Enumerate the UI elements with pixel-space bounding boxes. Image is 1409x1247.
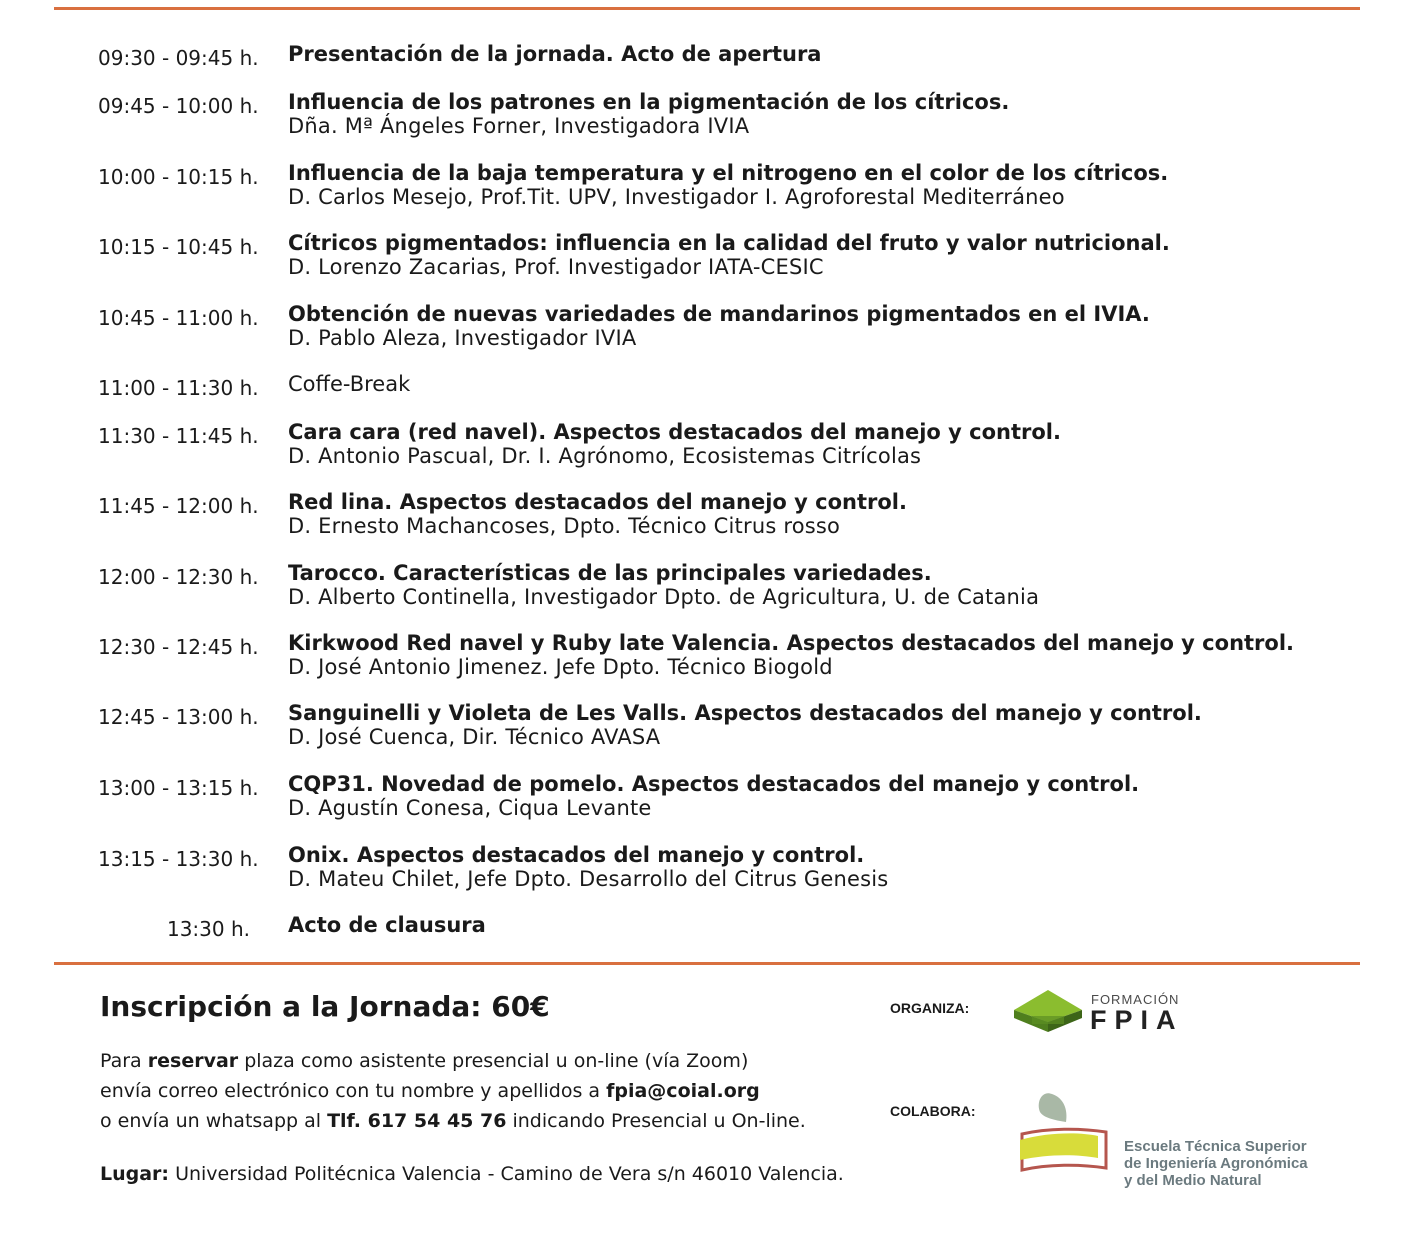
venue-line [100,1162,844,1186]
agenda-time: 11:00 - 11:30 h. [98,376,259,400]
agenda-speaker: D. Carlos Mesejo, Prof.Tit. UPV, Investigador I. Agroforestal Mediterráneo [288,185,1065,209]
agenda-speaker: D. Antonio Pascual, Dr. I. Agrónomo, Ecosistemas Citrícolas [288,444,922,468]
agenda-title: CQP31. Novedad de pomelo. Aspectos destacados del manejo y control. [288,772,1140,796]
text-segment: indicando Presencial u On-line. [506,1110,806,1132]
fpia-logo-small-text: FORMACIÓN [1091,992,1180,1007]
agenda-title: Acto de clausura [288,913,486,937]
agenda-speaker: D. Ernesto Machancoses, Dpto. Técnico Citrus rosso [288,514,841,538]
registration-line-2 [100,1079,760,1103]
agenda-time: 09:30 - 09:45 h. [98,46,259,70]
agenda-speaker: Dña. Mª Ángeles Forner, Investigadora IVIA [288,114,750,138]
agenda-time: 09:45 - 10:00 h. [98,94,259,118]
venue-label: Lugar: [100,1163,170,1185]
agenda-time: 13:30 h. [166,917,250,941]
agenda-time: 10:45 - 11:00 h. [98,306,259,330]
agenda-speaker: D. Pablo Aleza, Investigador IVIA [288,326,637,350]
agenda-title: Presentación de la jornada. Acto de apertura [288,42,822,66]
agenda-time: 10:00 - 10:15 h. [98,165,259,189]
agenda-title: Cítricos pigmentados: influencia en la calidad del fruto y valor nutricional. [288,231,1170,255]
agenda-speaker: D. Agustín Conesa, Ciqua Levante [288,796,652,820]
text-segment-bold: reservar [147,1050,239,1072]
agenda-title: Influencia de los patrones en la pigmentación de los cítricos. [288,90,1010,114]
email-link[interactable]: fpia@coial.org [606,1080,760,1102]
agenda-time: 13:15 - 13:30 h. [98,847,259,871]
agenda-title: Kirkwood Red navel y Ruby late Valencia. Aspectos destacados del manejo y control. [288,631,1295,655]
agenda-time: 12:30 - 12:45 h. [98,635,259,659]
registration-title: Inscripción a la Jornada: 60€ [100,990,550,1023]
organiza-label: ORGANIZA: [890,1000,970,1016]
agenda-time: 10:15 - 10:45 h. [98,235,259,259]
agenda-title: Sanguinelli y Violeta de Les Valls. Aspectos destacados del manejo y control. [288,701,1202,725]
agenda-title: Cara cara (red navel). Aspectos destacados del manejo y control. [288,420,1061,444]
agenda-title: Obtención de nuevas variedades de mandarinos pigmentados en el IVIA. [288,302,1150,326]
etsi-name-line-3: y del Medio Natural [1124,1172,1262,1189]
agenda-title: Coffe-Break [288,372,411,396]
text-segment: envía correo electrónico con tu nombre y apellidos a [100,1080,607,1102]
fpia-logo-icon [1012,986,1084,1038]
agenda-time: 13:00 - 13:15 h. [98,776,259,800]
agenda-speaker: D. José Cuenca, Dir. Técnico AVASA [288,725,661,749]
agenda-speaker: D. Alberto Continella, Investigador Dpto. de Agricultura, U. de Catania [288,585,1040,609]
top-divider [54,7,1360,10]
agenda-speaker: D. Mateu Chilet, Jefe Dpto. Desarrollo del Citrus Genesis [288,867,889,891]
etsi-name-line-2: de Ingeniería Agronómica [1124,1155,1308,1172]
text-segment: Para [100,1050,148,1072]
agenda-time: 12:45 - 13:00 h. [98,705,259,729]
agenda-title: Red lina. Aspectos destacados del manejo y control. [288,490,907,514]
agenda-time: 11:45 - 12:00 h. [98,494,259,518]
agenda-speaker: D. Lorenzo Zacarias, Prof. Investigador IATA-CESIC [288,255,824,279]
section-divider [54,962,1360,965]
etsi-name-line-1: Escuela Técnica Superior [1124,1138,1307,1155]
text-segment: plaza como asistente presencial u on-line (vía Zoom) [238,1050,749,1072]
agenda-speaker: D. José Antonio Jimenez. Jefe Dpto. Técnico Biogold [288,655,833,679]
text-segment: o envía un whatsapp al [100,1110,328,1132]
registration-line-1 [100,1049,748,1073]
agenda-title: Onix. Aspectos destacados del manejo y control. [288,843,865,867]
agenda-time: 11:30 - 11:45 h. [98,424,259,448]
agenda-title: Tarocco. Características de las principales variedades. [288,561,932,585]
venue-value: Universidad Politécnica Valencia - Camino de Vera s/n 46010 Valencia. [169,1163,844,1185]
registration-line-3 [100,1109,806,1133]
etsi-logo-icon [1018,1088,1110,1174]
agenda-title: Influencia de la baja temperatura y el nitrogeno en el color de los cítricos. [288,161,1169,185]
colabora-label: COLABORA: [890,1103,976,1119]
agenda-time: 12:00 - 12:30 h. [98,565,259,589]
fpia-logo-text: FPIA [1090,1005,1184,1035]
phone-link[interactable]: Tlf. 617 54 45 76 [327,1110,507,1132]
